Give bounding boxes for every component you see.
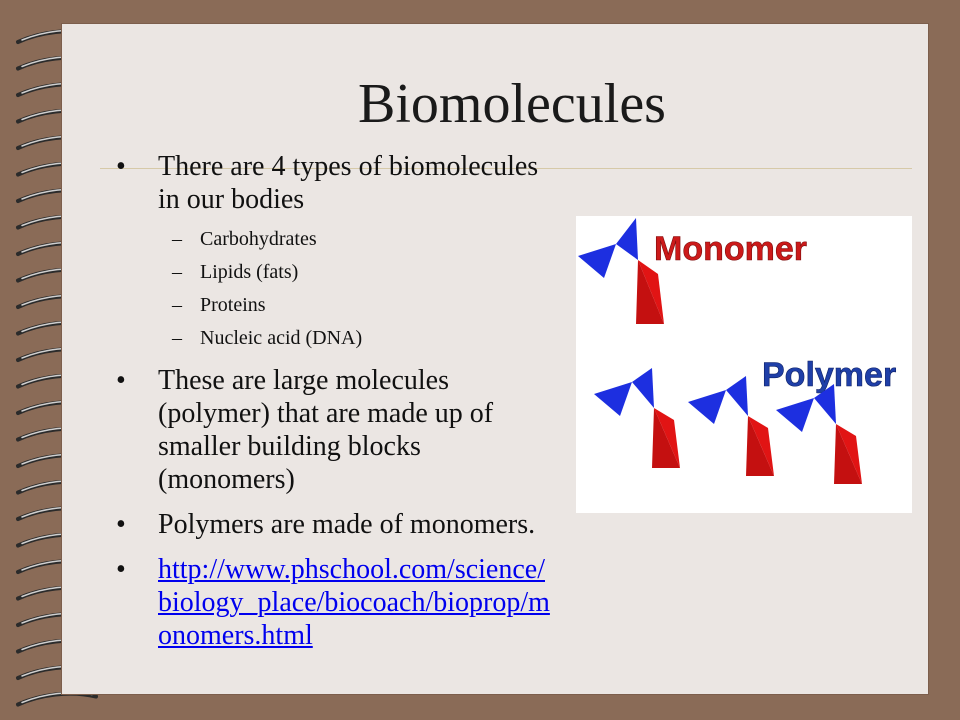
bullet-types: • There are 4 types of biomolecules in our bodies <box>116 150 556 216</box>
phschool-link[interactable]: http://www.phschool.com/science/biology_place/biocoach/bioprop/monomers.html <box>158 554 550 651</box>
bullet-polymer-definition: • These are large molecules (polymer) that are made up of smaller building blocks (monomers) <box>116 364 556 496</box>
bullet-polymers-made-of: • Polymers are made of monomers. <box>116 508 556 541</box>
monomer-label: Monomer <box>654 230 807 268</box>
monomer-polymer-diagram <box>576 216 912 513</box>
monomer-polymer-image <box>576 216 912 513</box>
bullet-link <box>116 553 556 652</box>
list-item-proteins: – Proteins <box>116 294 556 317</box>
monomer-shape <box>578 218 664 324</box>
polymer-label: Polymer <box>762 356 897 394</box>
biomolecule-list <box>116 228 556 350</box>
slide-title: Biomolecules <box>358 73 666 135</box>
slide-content <box>116 150 556 664</box>
list-item-lipids: – Lipids (fats) <box>116 261 556 284</box>
list-item-carbohydrates: – Carbohydrates <box>116 228 556 251</box>
list-item-nucleic-acid: – Nucleic acid (DNA) <box>116 327 556 350</box>
